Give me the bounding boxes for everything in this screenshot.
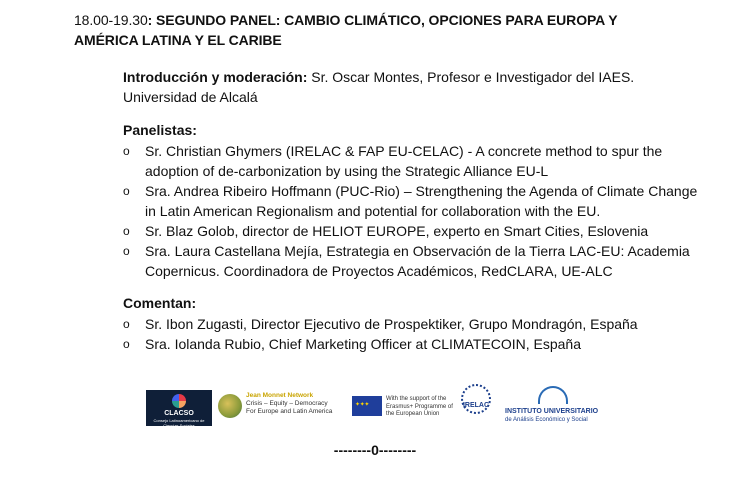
stars-ring-icon	[461, 384, 491, 414]
list-item	[123, 334, 703, 354]
bullet-icon: o	[123, 184, 130, 198]
panelist-text: Sr. Blaz Golob, director de HELIOT EUROPE, experto en Smart Cities, Eslovenia	[145, 223, 649, 239]
session-heading	[74, 10, 674, 50]
bullet-icon: o	[123, 224, 130, 238]
bullet-icon: o	[123, 244, 130, 258]
session-title: : SEGUNDO PANEL: CAMBIO CLIMÁTICO, OPCIONES PARA EUROPA Y AMÉRICA LATINA Y EL CARIBE	[74, 12, 618, 48]
irelac-label: IRELAC	[462, 402, 490, 409]
instituto-universitario-logo	[505, 386, 615, 426]
list-item	[123, 241, 703, 281]
intro-paragraph	[123, 67, 703, 107]
commentators-list	[123, 314, 703, 354]
list-item	[123, 181, 703, 221]
clacso-name: CLACSO	[164, 410, 194, 417]
bullet-icon: o	[123, 317, 130, 331]
session-time: 18.00-19.30	[74, 12, 148, 28]
bullet-icon: o	[123, 144, 130, 158]
iu-line-1: INSTITUTO UNIVERSITARIO	[505, 408, 599, 415]
arch-emblem-icon	[538, 386, 568, 404]
panelists-list	[123, 141, 703, 281]
eu-flag-icon	[352, 396, 382, 416]
irelac-logo	[457, 384, 495, 424]
list-item	[123, 314, 703, 334]
globe-icon	[218, 394, 242, 418]
sponsor-logos	[0, 380, 750, 430]
panelist-text: Sra. Andrea Ribeiro Hoffmann (PUC-Rio) – Strengthening the Agenda of Climate Change in Latin American Regionalism and potential for collaboration with the EU.	[145, 183, 698, 219]
jm-line-1: Jean Monnet Network	[246, 392, 314, 399]
erasmus-text: With the support of the Erasmus+ Programme of the European Union	[386, 396, 453, 417]
jean-monnet-text	[246, 392, 332, 416]
panelist-text: Sr. Christian Ghymers (IRELAC & FAP EU-CELAC) - A concrete method to spur the adoption of de-carbonization by using the Strategic Alliance EU-L	[145, 143, 663, 179]
commentator-text: Sr. Ibon Zugasti, Director Ejecutivo de Prospektiker, Grupo Mondragón, España	[145, 316, 638, 332]
list-item	[123, 141, 703, 181]
erasmus-logo	[352, 396, 452, 418]
intro-name: Sr. Oscar Montes	[307, 69, 420, 85]
jm-line-2: Crisis – Equity – Democracy	[246, 400, 328, 407]
iu-line-2: de Análisis Económico y Social	[505, 417, 588, 423]
panelist-text: Sra. Laura Castellana Mejía, Estrategia en Observación de la Tierra LAC-EU: Academia Copernicus. Coordinadora de Proyectos Académicos, RedCLARA, UE-ALC	[145, 243, 690, 279]
commentator-text: Sra. Iolanda Rubio, Chief Marketing Officer at CLIMATECOIN, España	[145, 336, 582, 352]
intro-label: Introducción y moderación:	[123, 69, 308, 85]
end-separator: --------0--------	[333, 442, 417, 458]
intro-rest: , Profesor e Investigador del IAES. Universidad de Alcalá	[123, 69, 635, 105]
list-item	[123, 221, 703, 241]
panelists-title: Panelistas:	[123, 122, 197, 138]
clacso-subtitle: Consejo Latinoamericano de Ciencias Sociales	[153, 418, 205, 428]
clacso-logo	[146, 390, 212, 426]
commentators-title: Comentan:	[123, 295, 197, 311]
jm-line-3: For Europe and Latin America	[246, 408, 333, 415]
clacso-emblem-icon	[172, 394, 186, 408]
bullet-icon: o	[123, 337, 130, 351]
jean-monnet-logo	[218, 390, 338, 422]
